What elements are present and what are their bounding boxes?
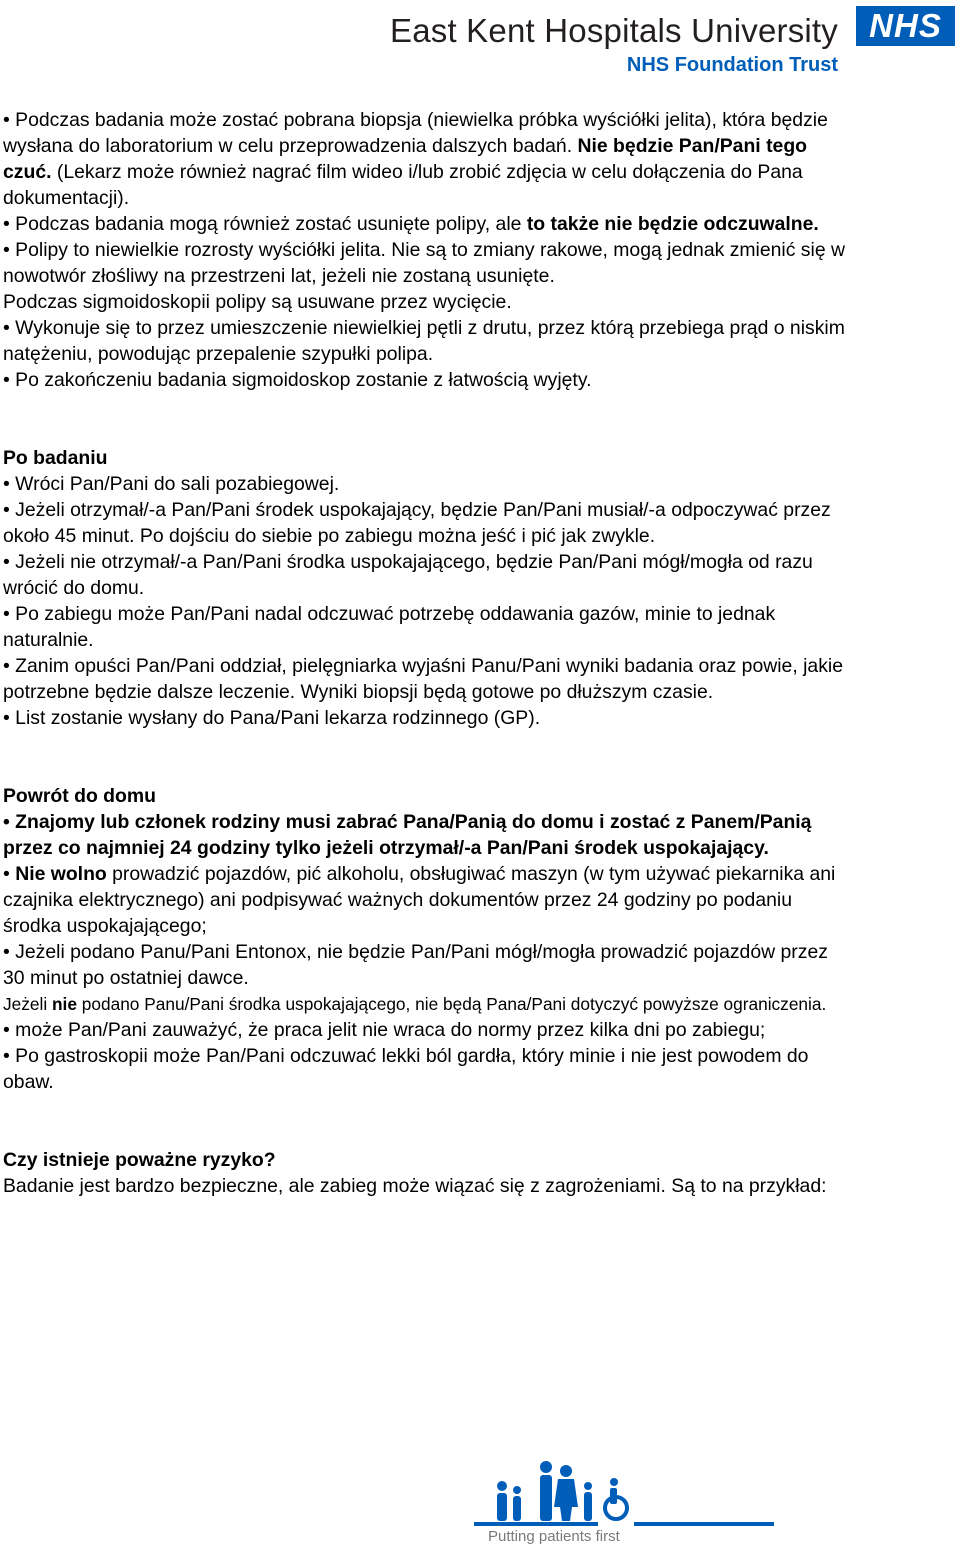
paragraph-bowel: • może Pan/Pani zauważyć, że praca jelit nie wraca do normy przez kilka dni po zabiegu; [3,1019,766,1041]
text: prowadzić pojazdów, pić alkoholu, obsługiwać maszyn (w tym używać piekarnika ani czajnika elektrycznego) ani podpisywać ważnych dokumentów przez 24 godziny po podaniu środka uspokajającego; [3,863,836,937]
text: Po dojściu do siebie po zabiegu można jeść i pić jak zwykle. [134,525,656,547]
paragraph-polyps-removal [3,211,853,237]
footer-line-left [474,1522,598,1526]
document-body [3,107,853,1199]
bold-text: Nie wolno [15,863,107,885]
text: • Jeżeli otrzymał/-a Pan/Pani środek uspokajający, będzie Pan/Pani musiał/-a odpoczywać przez około 45 minut. [3,499,831,547]
patients-family-icon [474,1460,774,1522]
paragraph-biopsy [3,107,853,211]
text: Jeżeli [3,994,52,1014]
org-name: East Kent Hospitals University [389,12,838,49]
nhs-logo-text: NHS [869,7,942,44]
footer-branding [474,1460,774,1550]
paragraph-no-sedation: • Jeżeli nie otrzymał/-a Pan/Pani środka uspokajającego, będzie Pan/Pani mógł/mogła od razu wrócić do domu. [3,551,813,599]
org-subtitle: NHS Foundation Trust [626,54,838,76]
bold-text: to także nie będzie odczuwalne. [526,213,819,235]
heading-going-home: Powrót do domu [3,785,156,807]
paragraph-wire-loop: • Wykonuje się to przez umieszczenie niewielkiej pętli z drutu, przez którą przebiega prąd o niskim natężeniu, powodując przepalenie szypułki polipa. [3,317,845,365]
text: • Podczas badania mogą również zostać usunięte polipy, ale [3,213,527,235]
paragraph-gp-letter: • List zostanie wysłany do Pana/Pani lekarza rodzinnego (GP). [3,707,541,729]
heading-risks: Czy istnieje poważne ryzyko? [3,1149,276,1171]
org-header [390,12,838,76]
text: • [3,863,16,885]
bold-text: Nie będzie Pan/Pani tego czuć. [3,135,808,183]
paragraph-wind: • Po zabiegu może Pan/Pani nadal odczuwać potrzebę oddawania gazów, minie to jednak naturalnie. [3,603,776,651]
text: Wyniki biopsji będą gotowe po dłuższym czasie. [295,681,714,703]
paragraph-entonox: • Jeżeli podano Panu/Pani Entonox, nie będzie Pan/Pani mógł/mogła prowadzić pojazdów przez 30 minut po ostatniej dawce. [3,941,828,989]
paragraph-restrictions [3,861,853,939]
text: • Zanim opuści Pan/Pani oddział, pielęgniarka wyjaśni Panu/Pani wyniki badania oraz powie, jakie potrzebne będzie dalsze leczenie. [3,655,843,703]
footer-line-right [634,1522,774,1526]
paragraph-scope-removal: • Po zakończeniu badania sigmoidoskop zostanie z łatwością wyjęty. [3,369,592,391]
text: (Lekarz może również nagrać film wideo i/lub zrobić zdjęcia w celu dołączenia do Pana dokumentacji). [3,161,803,209]
text: podano Panu/Pani środka uspokajającego, nie będą Pana/Pani dotyczyć powyższe ograniczenia. [76,994,827,1014]
text: • Polipy to niewielkie rozrosty wyściółki jelita. [3,239,386,261]
paragraph-no-sedation-restrictions [3,991,853,1017]
paragraph-polyps-definition [3,237,853,289]
text: Nie są to zmiany rakowe, mogą jednak zmienić się w nowotwór złośliwy na przestrzeni lat, jeżeli nie zostaną usunięte. [3,239,845,287]
paragraph-polyps-excision: Podczas sigmoidoskopii polipy są usuwane przez wycięcie. [3,291,512,313]
footer-tagline: Putting patients first [488,1528,620,1545]
paragraph-recovery-room: • Wróci Pan/Pani do sali pozabiegowej. [3,473,340,495]
paragraph-results [3,653,853,705]
paragraph-sore-throat: • Po gastroskopii może Pan/Pani odczuwać lekki ból gardła, który minie i nie jest powodem do obaw. [3,1045,809,1093]
paragraph-risks-intro [3,1173,853,1199]
nhs-logo [856,6,955,46]
paragraph-sedation-rest [3,497,853,549]
text: Badanie jest bardzo bezpieczne, ale zabieg może wiązać się z zagrożeniami. [3,1175,666,1197]
heading-after-procedure: Po badaniu [3,447,108,469]
text: Są to na przykład: [665,1175,827,1197]
bold-text: nie [51,994,77,1014]
paragraph-escort: • Znajomy lub członek rodziny musi zabrać Pana/Panią do domu i zostać z Panem/Panią przez co najmniej 24 godziny tylko jeżeli otrzymał/-a Pan/Pani środek uspokajający. [3,811,812,859]
text: • Podczas badania może zostać pobrana biopsja (niewielka próbka wyściółki jelita), która będzie wysłana do laboratorium w celu przeprowadzenia dalszych badań. [3,109,828,157]
